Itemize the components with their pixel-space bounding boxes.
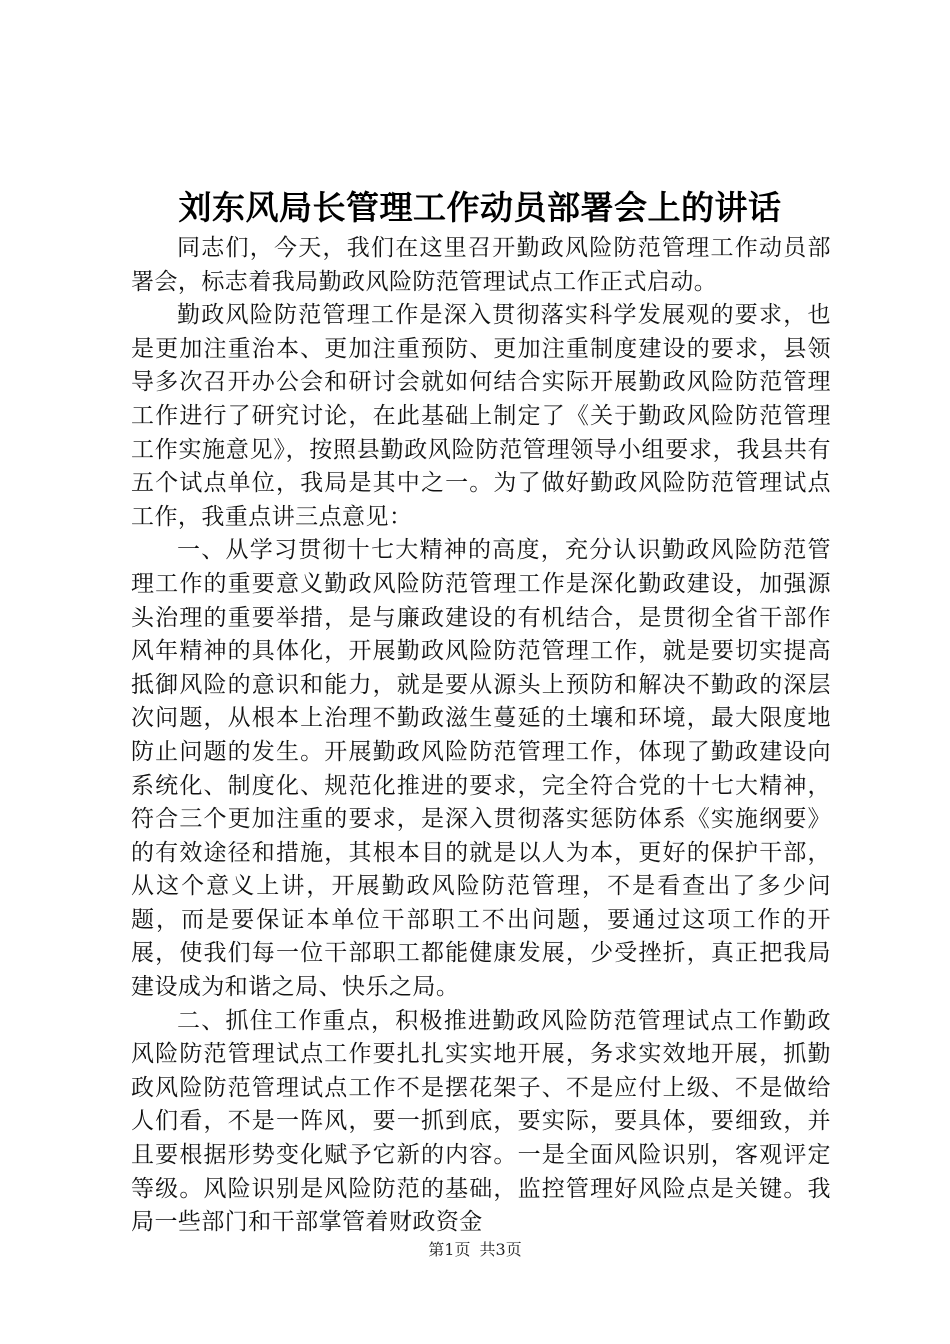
- document-title: 刘东风局长管理工作动员部署会上的讲话: [178, 188, 782, 227]
- page-number: 第1页: [428, 1240, 471, 1259]
- paragraph-point-two: 二、抓住工作重点，积极推进勤政风险防范管理试点工作勤政风险防范管理试点工作要扎扎实实地开展，务求实效地开展，抓勤政风险防范管理试点工作不是摆花架子、不是应付上级、不是做给人们看，不是一阵风，要一抓到底，要实际，要具体，要细致，并且要根据形势变化赋予它新的内容。一是全面风险识别，客观评定等级。风险识别是风险防范的基础，监控管理好风险点是关键。我局一些部门和干部掌管着财政资金: [131, 1007, 831, 1236]
- page-total: 共3页: [479, 1240, 522, 1259]
- document-body: [131, 232, 831, 1240]
- paragraph-introduction: 勤政风险防范管理工作是深入贯彻落实科学发展观的要求，也是更加注重治本、更加注重预防、更加注重制度建设的要求，县领导多次召开办公会和研讨会就如何结合实际开展勤政风险防范管理工作进行了研究讨论，在此基础上制定了《关于勤政风险防范管理工作实施意见》，按照县勤政风险防范管理领导小组要求，我县共有五个试点单位，我局是其中之一。为了做好勤政风险防范管理试点工作，我重点讲三点意见：: [131, 302, 831, 530]
- paragraph-greeting: 同志们，今天，我们在这里召开勤政风险防范管理工作动员部署会，标志着我局勤政风险防范管理试点工作正式启动。: [131, 235, 831, 295]
- paragraph-point-one: 一、从学习贯彻十七大精神的高度，充分认识勤政风险防范管理工作的重要意义勤政风险防范管理工作是深化勤政建设，加强源头治理的重要举措，是与廉政建设的有机结合，是贯彻全省干部作风年精神的具体化，开展勤政风险防范管理工作，就是要切实提高抵御风险的意识和能力，就是要从源头上预防和解决不勤政的深层次问题，从根本上治理不勤政滋生蔓延的土壤和环境，最大限度地防止问题的发生。开展勤政风险防范管理工作，体现了勤政建设向系统化、制度化、规范化推进的要求，完全符合党的十七大精神，符合三个更加注重的要求，是深入贯彻落实惩防体系《实施纲要》的有效途径和措施，其根本目的就是以人为本，更好的保护干部，从这个意义上讲，开展勤政风险防范管理，不是看查出了多少问题，而是要保证本单位干部职工不出问题，要通过这项工作的开展，使我们每一位干部职工都能健康发展，少受挫折，真正把我局建设成为和谐之局、快乐之局。: [131, 537, 831, 1001]
- page-footer: [0, 1238, 950, 1262]
